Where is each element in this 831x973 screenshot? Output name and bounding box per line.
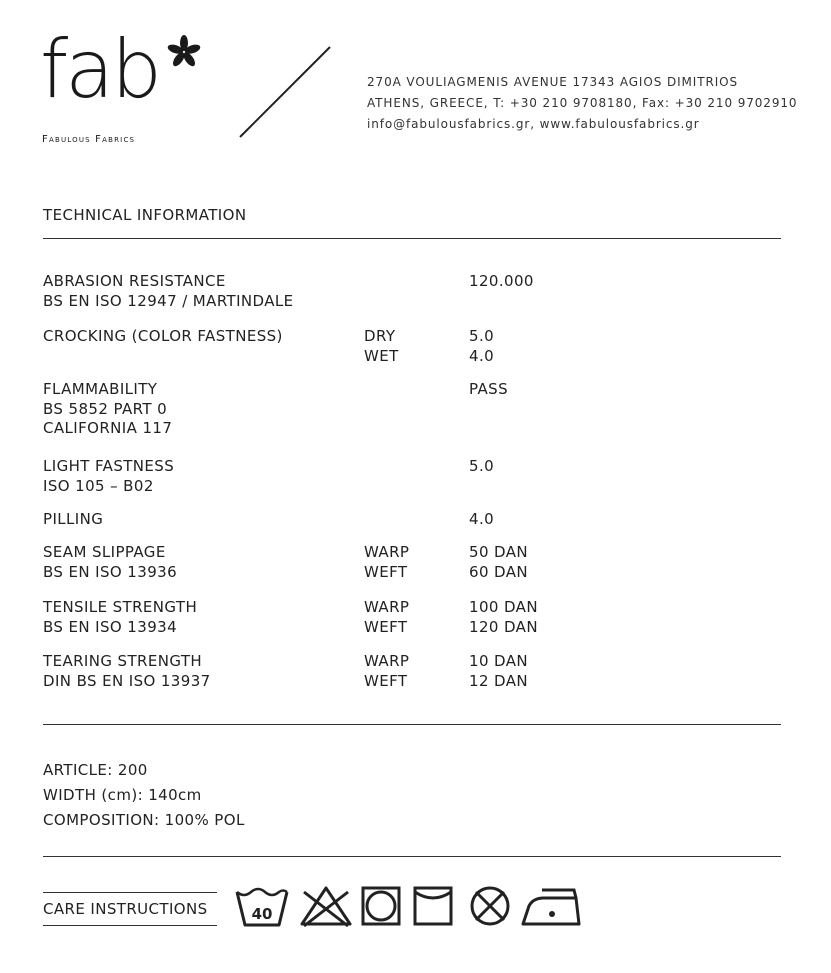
spec-value: PASS: [469, 380, 508, 398]
address-line: 270A VOULIAGMENIS AVENUE 17343 AGIOS DIMITRIOS: [367, 75, 738, 89]
spec-name: LIGHT FASTNESS ISO 105 – B02: [43, 457, 175, 495]
divider: [43, 856, 781, 857]
article-info: [43, 758, 245, 833]
spec-value: 10 DAN 12 DAN: [469, 652, 529, 690]
decorative-slash: [238, 44, 334, 140]
brand-logo: [40, 23, 210, 150]
no-dry-clean-icon: [462, 884, 518, 928]
divider: [43, 724, 781, 725]
tumble-dry-icon: [354, 884, 410, 928]
spec-condition: DRY WET: [364, 327, 399, 365]
section-title: TECHNICAL INFORMATION: [43, 206, 247, 224]
spec-value: 5.0: [469, 457, 495, 475]
article-width: WIDTH (cm): 140cm: [43, 786, 202, 804]
spec-name: ABRASION RESISTANCE BS EN ISO 12947 / MARTINDALE: [43, 272, 294, 310]
line-dry-icon: [406, 884, 462, 928]
spec-condition: WARP WEFT: [364, 543, 410, 581]
asterisk-icon: [166, 34, 202, 70]
logo-wordmark: fab: [40, 23, 159, 116]
logo-tagline: Fabulous Fabrics: [42, 134, 136, 145]
iron-low-icon: [520, 884, 584, 928]
no-bleach-icon: [298, 884, 354, 928]
spec-value: 120.000: [469, 272, 534, 290]
spec-name: FLAMMABILITY BS 5852 PART 0 CALIFORNIA 117: [43, 380, 173, 437]
company-address: [367, 72, 797, 135]
divider: [43, 238, 781, 239]
spec-value: 5.0 4.0: [469, 327, 495, 365]
wash-temperature: 40: [251, 905, 273, 923]
article-composition: COMPOSITION: 100% POL: [43, 811, 245, 829]
spec-name: PILLING: [43, 510, 104, 528]
spec-condition: WARP WEFT: [364, 598, 410, 636]
spec-value: 100 DAN 120 DAN: [469, 598, 538, 636]
spec-name: TEARING STRENGTH DIN BS EN ISO 13937: [43, 652, 211, 690]
article-number: ARTICLE: 200: [43, 761, 148, 779]
spec-name: CROCKING (COLOR FASTNESS): [43, 327, 283, 345]
wash-40-icon: [234, 884, 290, 928]
care-instructions-label: CARE INSTRUCTIONS: [43, 892, 217, 926]
spec-name: SEAM SLIPPAGE BS EN ISO 13936: [43, 543, 178, 581]
spec-value: 50 DAN 60 DAN: [469, 543, 529, 581]
spec-condition: WARP WEFT: [364, 652, 410, 690]
spec-value: 4.0: [469, 510, 495, 528]
address-line: ATHENS, GREECE, T: +30 210 9708180, Fax: +30 210 9702910: [367, 96, 798, 110]
spec-name: TENSILE STRENGTH BS EN ISO 13934: [43, 598, 198, 636]
contact-line: info@fabulousfabrics.gr, www.fabulousfabrics.gr: [367, 117, 700, 131]
